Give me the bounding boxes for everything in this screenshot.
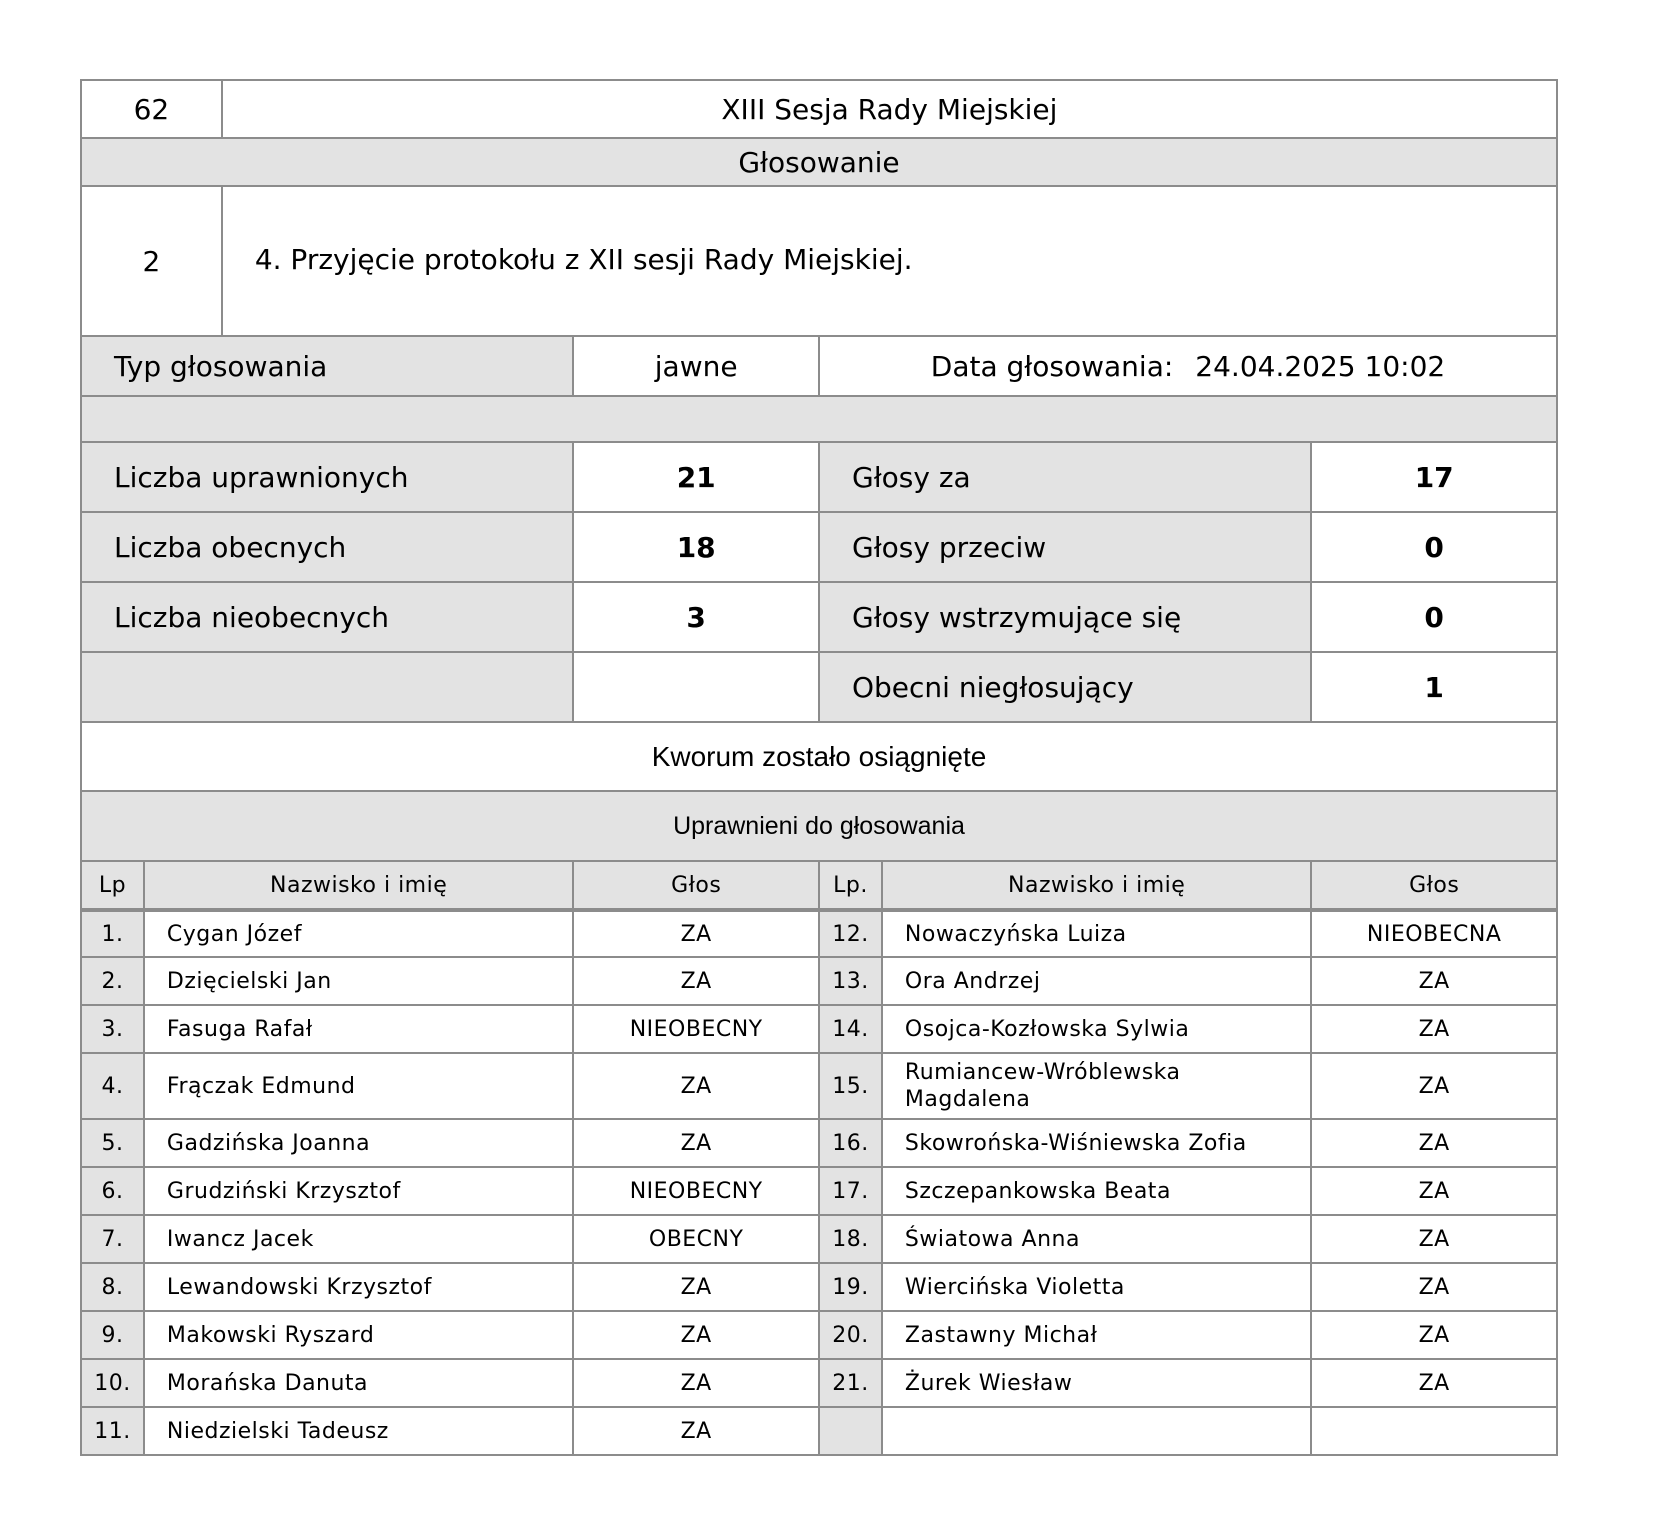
member-lp: 6. <box>82 1168 145 1216</box>
member-vote: ZA <box>574 1264 820 1312</box>
member-lp: 3. <box>82 1006 145 1054</box>
present-label: Liczba obecnych <box>82 513 574 583</box>
table-row <box>80 1120 1558 1168</box>
agenda-item-title: 4. Przyjęcie protokołu z XII sesji Rady Miejskiej. <box>223 187 1558 337</box>
member-lp: 10. <box>82 1360 145 1408</box>
member-name: Rumiancew-Wróblewska Magdalena <box>883 1054 1312 1120</box>
section-label-row <box>80 139 1558 187</box>
quorum-status: Kworum zostało osiągnięte <box>82 723 1558 792</box>
member-vote: ZA <box>1312 1360 1558 1408</box>
member-vote: ZA <box>574 1312 820 1360</box>
table-row <box>80 1360 1558 1408</box>
member-vote: ZA <box>1312 958 1558 1006</box>
present-not-voting-label: Obecni niegłosujący <box>820 653 1312 723</box>
member-vote: ZA <box>1312 1054 1558 1120</box>
quorum-row <box>80 723 1558 792</box>
stats-row-present <box>80 513 1558 583</box>
votes-abstain-value: 0 <box>1312 583 1558 653</box>
spacer-cell <box>82 397 1558 443</box>
header-vote-left: Głos <box>574 862 820 910</box>
vote-type-value: jawne <box>574 337 820 397</box>
member-vote: ZA <box>1312 1216 1558 1264</box>
member-name: Lewandowski Krzysztof <box>145 1264 574 1312</box>
agenda-item-row <box>80 187 1558 337</box>
header-name-right: Nazwisko i imię <box>883 862 1312 910</box>
member-name: Osojca-Kozłowska Sylwia <box>883 1006 1312 1054</box>
entitled-label: Liczba uprawnionych <box>82 443 574 513</box>
member-vote: ZA <box>1312 1006 1558 1054</box>
member-lp: 13. <box>820 958 883 1006</box>
votes-for-value: 17 <box>1312 443 1558 513</box>
member-lp: 12. <box>820 912 883 958</box>
spacer-row <box>80 397 1558 443</box>
member-lp: 21. <box>820 1360 883 1408</box>
member-name: Dzięcielski Jan <box>145 958 574 1006</box>
list-title: Uprawnieni do głosowania <box>82 792 1558 862</box>
empty-stat-value <box>574 653 820 723</box>
member-vote: ZA <box>574 1054 820 1120</box>
member-name: Skowrońska-Wiśniewska Zofia <box>883 1120 1312 1168</box>
votes-for-label: Głosy za <box>820 443 1312 513</box>
member-lp: 17. <box>820 1168 883 1216</box>
member-name: Wiercińska Violetta <box>883 1264 1312 1312</box>
member-name: Ora Andrzej <box>883 958 1312 1006</box>
table-row <box>80 1054 1558 1120</box>
member-vote: ZA <box>574 1408 820 1456</box>
member-name: Niedzielski Tadeusz <box>145 1408 574 1456</box>
member-name: Frączak Edmund <box>145 1054 574 1120</box>
member-vote: OBECNY <box>574 1216 820 1264</box>
member-name <box>883 1408 1312 1456</box>
session-header-row <box>80 79 1558 139</box>
member-lp: 20. <box>820 1312 883 1360</box>
member-name: Iwancz Jacek <box>145 1216 574 1264</box>
member-vote: ZA <box>1312 1312 1558 1360</box>
member-name: Makowski Ryszard <box>145 1312 574 1360</box>
votes-against-value: 0 <box>1312 513 1558 583</box>
member-vote: ZA <box>574 958 820 1006</box>
member-lp: 4. <box>82 1054 145 1120</box>
member-name: Morańska Danuta <box>145 1360 574 1408</box>
list-title-row <box>80 792 1558 862</box>
member-lp: 15. <box>820 1054 883 1120</box>
member-lp: 5. <box>82 1120 145 1168</box>
member-lp: 8. <box>82 1264 145 1312</box>
member-vote: NIEOBECNY <box>574 1168 820 1216</box>
member-lp: 11. <box>82 1408 145 1456</box>
vote-date-value: 24.04.2025 10:02 <box>1195 349 1446 383</box>
member-lp: 7. <box>82 1216 145 1264</box>
member-name: Fasuga Rafał <box>145 1006 574 1054</box>
member-vote <box>1312 1408 1558 1456</box>
vote-date-label: Data głosowania: <box>930 349 1174 383</box>
member-name: Żurek Wiesław <box>883 1360 1312 1408</box>
member-lp: 9. <box>82 1312 145 1360</box>
table-row <box>80 958 1558 1006</box>
member-lp: 1. <box>82 912 145 958</box>
member-vote: ZA <box>574 1120 820 1168</box>
header-lp-right: Lp. <box>820 862 883 910</box>
member-vote: ZA <box>1312 1120 1558 1168</box>
member-name: Szczepankowska Beata <box>883 1168 1312 1216</box>
stats-row-not-voting <box>80 653 1558 723</box>
present-not-voting-value: 1 <box>1312 653 1558 723</box>
member-vote: ZA <box>1312 1168 1558 1216</box>
table-row <box>80 1408 1558 1456</box>
votes-abstain-label: Głosy wstrzymujące się <box>820 583 1312 653</box>
member-name: Światowa Anna <box>883 1216 1312 1264</box>
agenda-item-number: 2 <box>82 187 223 337</box>
member-vote: NIEOBECNA <box>1312 912 1558 958</box>
table-row <box>80 910 1558 958</box>
table-row <box>80 1264 1558 1312</box>
absent-label: Liczba nieobecnych <box>82 583 574 653</box>
table-row <box>80 1216 1558 1264</box>
member-lp: 16. <box>820 1120 883 1168</box>
stats-row-absent <box>80 583 1558 653</box>
member-list <box>80 910 1558 1456</box>
member-name: Cygan Józef <box>145 912 574 958</box>
session-title: XIII Sesja Rady Miejskiej <box>223 81 1558 139</box>
member-lp: 2. <box>82 958 145 1006</box>
member-vote: ZA <box>574 1360 820 1408</box>
header-lp-left: Lp <box>82 862 145 910</box>
present-value: 18 <box>574 513 820 583</box>
member-name: Zastawny Michał <box>883 1312 1312 1360</box>
vote-date <box>820 337 1558 397</box>
member-vote: ZA <box>1312 1264 1558 1312</box>
member-name: Nowaczyńska Luiza <box>883 912 1312 958</box>
header-name-left: Nazwisko i imię <box>145 862 574 910</box>
stats-row-entitled <box>80 443 1558 513</box>
empty-stat-label <box>82 653 574 723</box>
table-row <box>80 1312 1558 1360</box>
vote-type-label: Typ głosowania <box>82 337 574 397</box>
vote-type-row <box>80 337 1558 397</box>
header-vote-right: Głos <box>1312 862 1558 910</box>
member-lp: 18. <box>820 1216 883 1264</box>
entitled-value: 21 <box>574 443 820 513</box>
section-label: Głosowanie <box>82 139 1558 187</box>
member-lp <box>820 1408 883 1456</box>
absent-value: 3 <box>574 583 820 653</box>
member-lp: 19. <box>820 1264 883 1312</box>
member-lp: 14. <box>820 1006 883 1054</box>
table-row <box>80 1006 1558 1054</box>
list-header-row <box>80 862 1558 910</box>
votes-against-label: Głosy przeciw <box>820 513 1312 583</box>
member-name: Gadzińska Joanna <box>145 1120 574 1168</box>
member-name: Grudziński Krzysztof <box>145 1168 574 1216</box>
member-vote: ZA <box>574 912 820 958</box>
table-row <box>80 1168 1558 1216</box>
member-vote: NIEOBECNY <box>574 1006 820 1054</box>
voting-record-table <box>80 79 1558 1456</box>
session-number: 62 <box>82 81 223 139</box>
